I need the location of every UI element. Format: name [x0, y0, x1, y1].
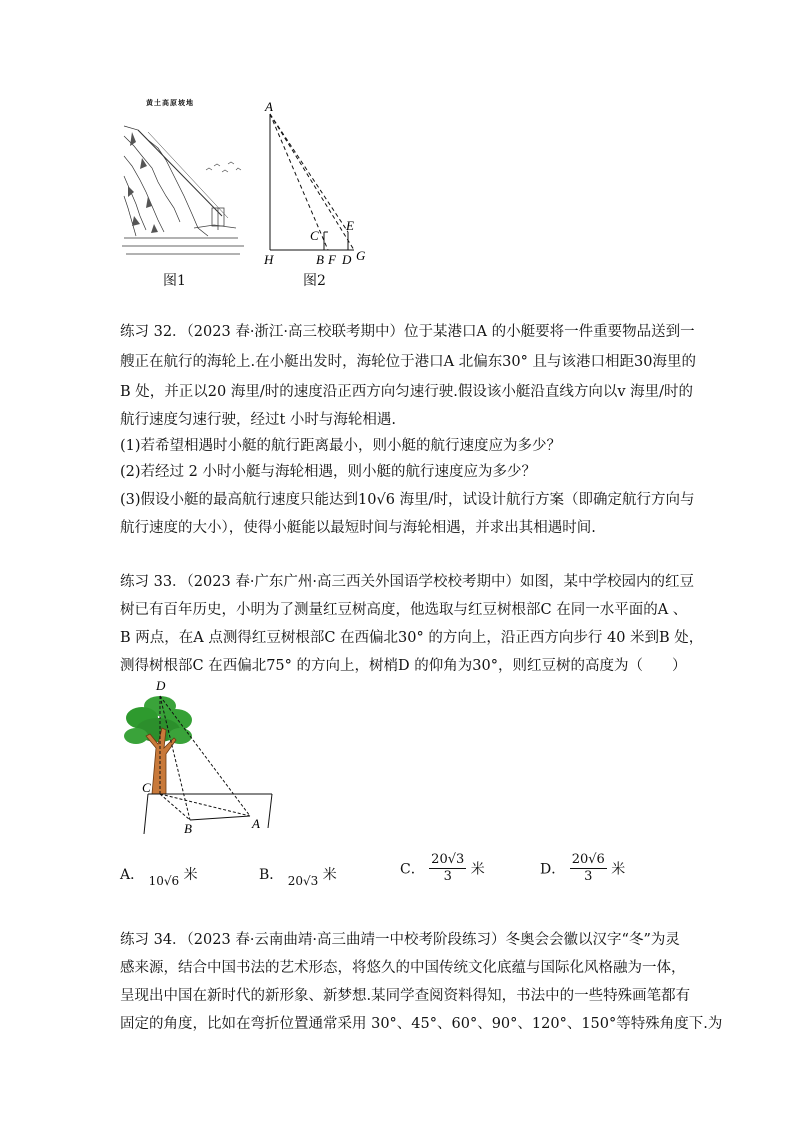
- label-E: E: [346, 218, 354, 233]
- tree-label-B: B: [184, 821, 192, 836]
- ex32-line-6: (2)若经过 2 小时小艇与海轮相遇，则小艇的航行速度应为多少？: [120, 464, 536, 480]
- ex32-line-8: 航行速度的大小），使得小艇能以最短时间与海轮相遇，并求出其相遇时间.: [120, 520, 596, 536]
- ex34-line-3: 呈现出中国在新时代的新形象、新梦想.某同学查阅资料得知，书法中的一些特殊画笔都有: [120, 988, 691, 1004]
- ex32-line-7: (3)假设小艇的最高航行速度只能达到10√6 海里/时，试设计航行方案（即确定航行方向与: [120, 492, 695, 508]
- label-B: B: [316, 252, 324, 267]
- option-a[interactable]: A． 10√6 米: [120, 867, 198, 888]
- ex32-line-1: 练习 32．（2023 春·浙江·高三校联考期中）位于某港口A 的小艇要将一件重要物品送到一: [120, 324, 695, 340]
- label-H: H: [264, 252, 274, 267]
- tree-figure: [118, 678, 278, 838]
- label-C: C: [310, 228, 319, 243]
- option-d[interactable]: D． $\frac{20√6}{3}$ 米: [540, 852, 626, 884]
- label-D: D: [342, 252, 352, 267]
- option-b-value: 20√3: [287, 874, 319, 888]
- label-A: A: [265, 99, 273, 114]
- ex32-line-3: B 处，并正以20 海里/时的速度沿正西方向匀速行驶.假设该小艇沿直线方向以v 海里/时的: [120, 384, 694, 400]
- figure-1-caption: 图1: [163, 273, 186, 289]
- ex33-line-4: 测得树根部C 在西偏北75° 的方向上，树梢D 的仰角为30°，则红豆树的高度为（ ）: [120, 658, 687, 674]
- figure-1-title: 黄土高原坡地: [146, 98, 194, 107]
- figure-1-mountain-illustration: [118, 96, 248, 266]
- figure-2-geometry-diagram: [262, 98, 372, 268]
- tree-label-C: C: [142, 780, 151, 795]
- tree-label-D: D: [156, 678, 166, 693]
- option-d-fraction: $\frac{20√6}{3}$: [571, 852, 605, 884]
- tree-canopy: [124, 696, 192, 744]
- option-c[interactable]: C． $\frac{20√3}{3}$ 米: [400, 852, 485, 884]
- ex33-line-1: 练习 33．（2023 春·广东广州·高三西关外国语学校校考期中）如图，某中学校园内的红豆: [120, 574, 695, 590]
- figure-2-caption: 图2: [303, 273, 326, 289]
- option-b[interactable]: B． 20√3 米: [259, 867, 337, 888]
- ex34-line-1: 练习 34．（2023 春·云南曲靖·高三曲靖一中校考阶段练习）冬奥会会徽以汉字“冬”为灵: [120, 932, 680, 948]
- ex32-line-5: (1)若希望相遇时小艇的航行距离最小，则小艇的航行速度应为多少？: [120, 438, 562, 454]
- option-a-value: 10√6: [148, 874, 180, 888]
- mountain-sketch: [118, 96, 248, 266]
- ex32-line-2: 艘正在航行的海轮上.在小艇出发时，海轮位于港口A 北偏东30° 且与该港口相距30海里的: [120, 354, 696, 370]
- ex34-line-2: 感来源，结合中国书法的艺术形态，将悠久的中国传统文化底蕴与国际化风格融为一体，: [120, 960, 686, 976]
- ex34-line-4: 固定的角度，比如在弯折位置通常采用 30°、45°、60°、90°、120°、150°等特殊角度下.为: [120, 1016, 723, 1032]
- option-c-fraction: $\frac{20√3}{3}$: [431, 852, 465, 884]
- label-G: G: [356, 248, 366, 263]
- ex33-line-2: 树已有百年历史，小明为了测量红豆树高度，他选取与红豆树根部C 在同一水平面的A 、: [120, 602, 688, 618]
- label-F: F: [328, 252, 336, 267]
- ex33-line-3: B 两点，在A 点测得红豆树根部C 在西偏北30° 的方向上，沿正西方向步行 40 米到B 处，: [120, 630, 704, 646]
- ex32-line-4: 航行速度匀速行驶，经过t 小时与海轮相遇.: [120, 412, 397, 428]
- tree-label-A: A: [252, 816, 260, 831]
